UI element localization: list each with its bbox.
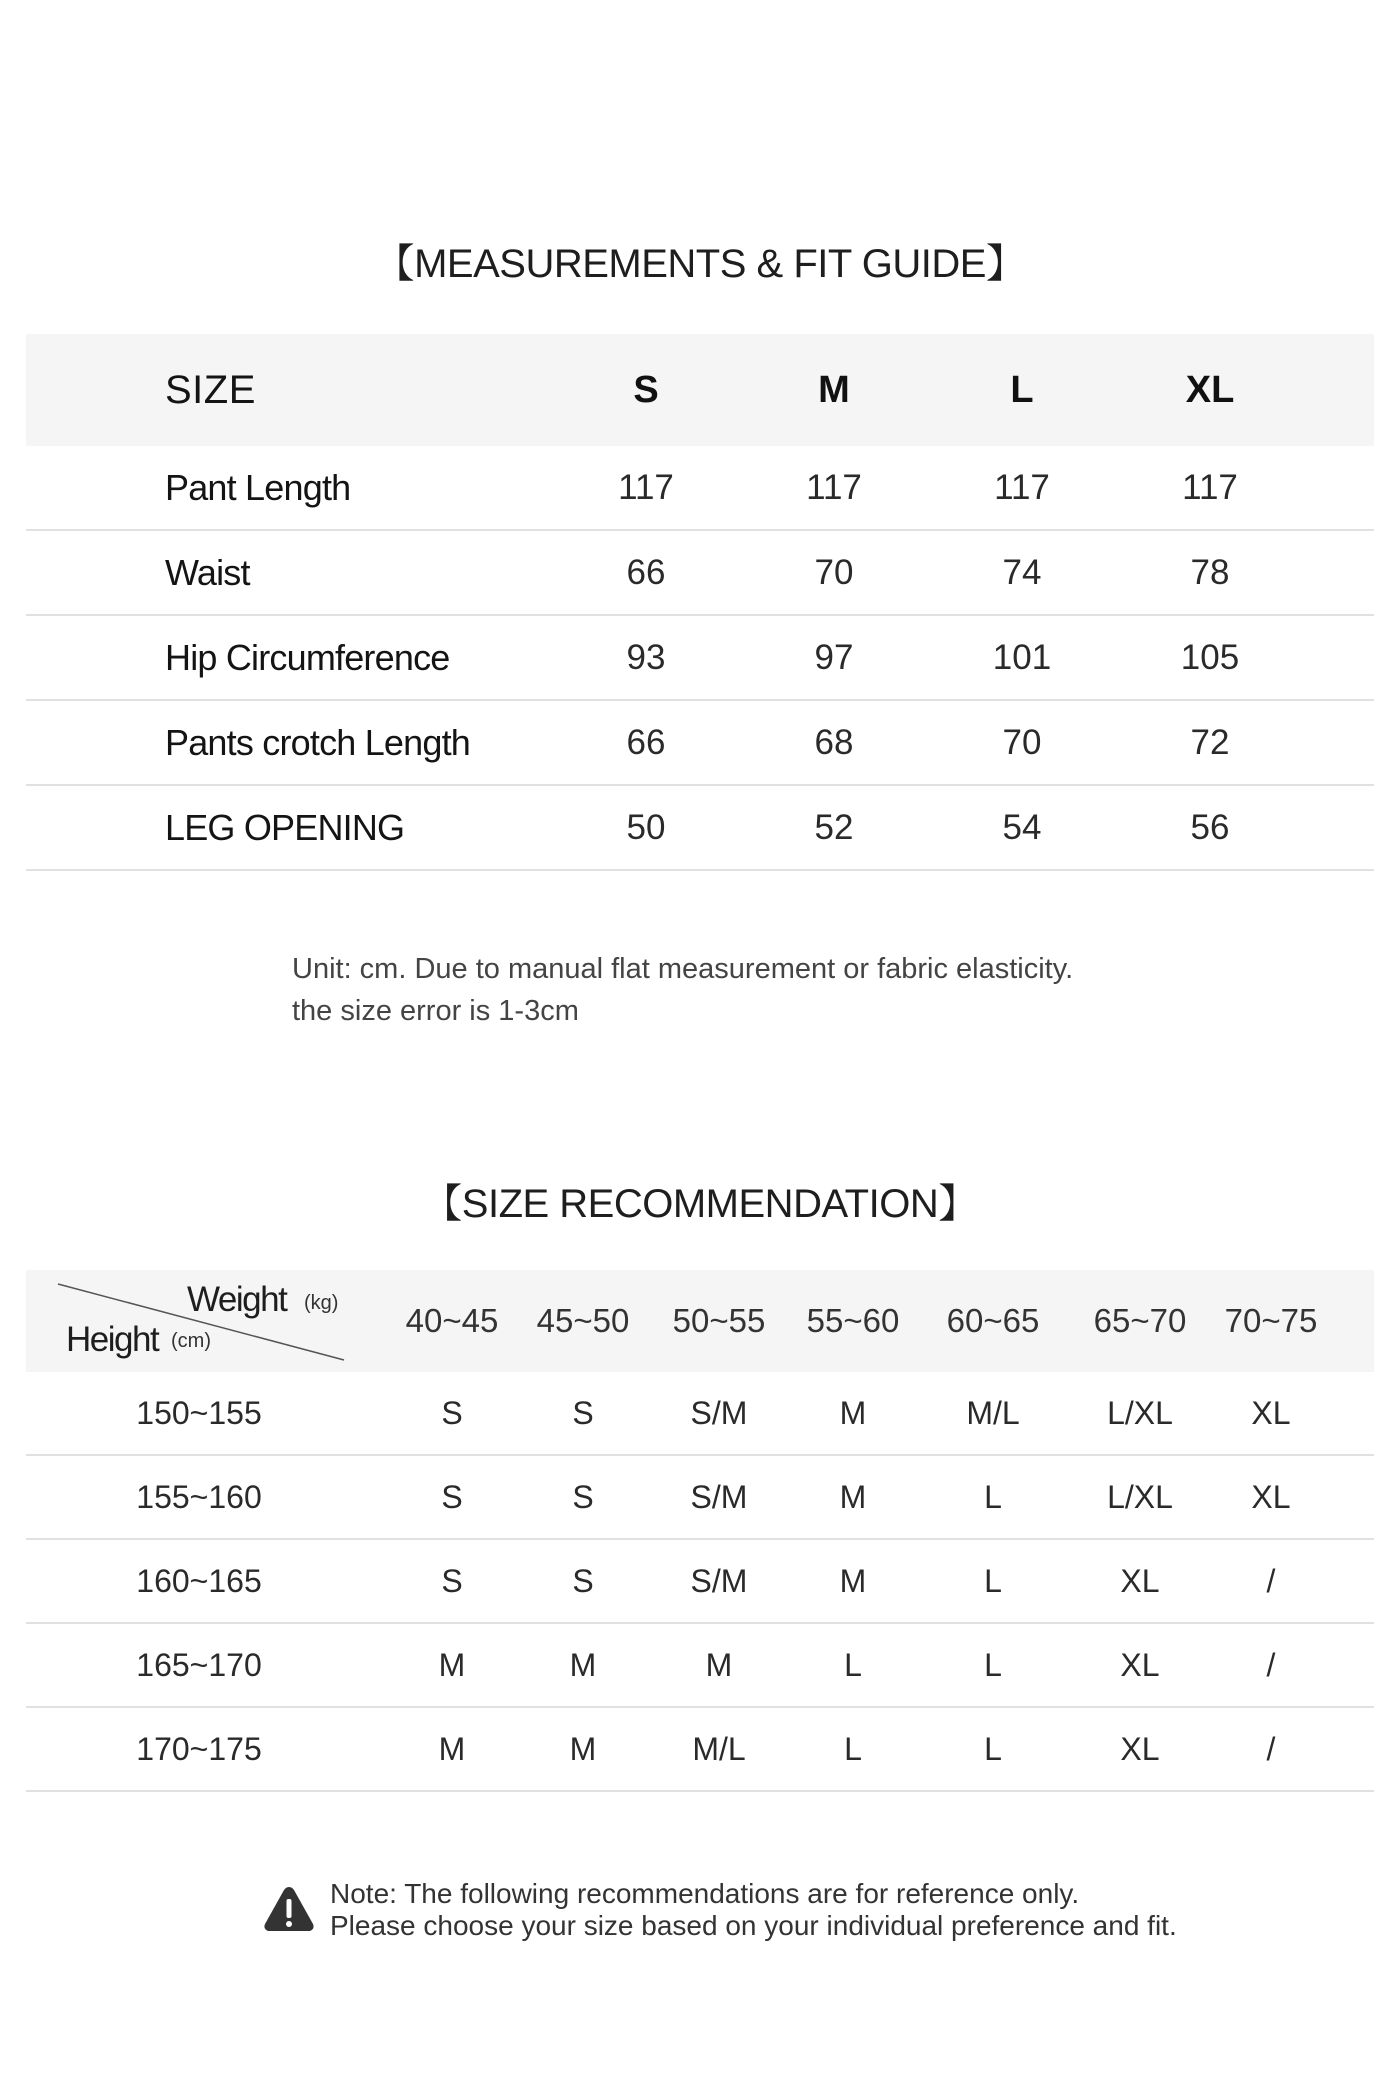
table-cell: S [441,1562,463,1599]
table-cell: L [984,1730,1002,1767]
table-cell: 101 [992,637,1052,677]
weight-range-header: 70~75 [1224,1302,1318,1339]
height-range: 155~160 [136,1478,262,1515]
weight-range-header: 45~50 [536,1302,630,1339]
recommendation-header-row [26,1270,1374,1372]
table-cell: M [839,1394,867,1431]
weight-range-header: 55~60 [806,1302,900,1339]
table-cell: 117 [994,467,1050,507]
weight-range-header: 40~45 [405,1302,499,1339]
table-row [26,1708,1374,1792]
table-cell: 70 [1002,722,1042,762]
table-cell: S/M [690,1562,748,1599]
recommendation-title: 【SIZE RECOMMENDATION】 [422,1182,978,1226]
table-cell: M/L [692,1730,746,1767]
table-cell: S [572,1562,594,1599]
table-cell: 97 [814,637,854,677]
reference-note-line: Please choose your size based on your individual preference and fit. [330,1910,1177,1941]
table-row [26,1540,1374,1624]
table-cell: M/L [966,1394,1020,1431]
table-cell: S [441,1394,463,1431]
table-cell: 56 [1190,807,1230,847]
table-cell: 70 [814,552,854,592]
table-cell: / [1266,1730,1276,1767]
table-cell: 50 [626,807,666,847]
table-cell: M [438,1646,466,1683]
table-cell: 117 [1182,467,1238,507]
table-cell: XL [1120,1646,1160,1683]
table-row [26,531,1374,616]
unit-note-line: the size error is 1-3cm [292,995,579,1027]
unit-note [292,948,1073,1032]
table-cell: 117 [806,467,862,507]
table-cell: 74 [1002,552,1042,592]
warning-icon [262,1884,316,1934]
table-row [26,1456,1374,1540]
table-cell: S [572,1394,594,1431]
recommendation-table [26,1270,1374,1792]
table-cell: XL [1120,1730,1160,1767]
size-header-m: M [818,368,850,411]
height-range: 170~175 [136,1730,262,1767]
table-cell: L/XL [1107,1478,1173,1515]
table-cell: S [441,1478,463,1515]
table-cell: L [984,1478,1002,1515]
unit-note-line: Unit: cm. Due to manual flat measurement or fabric elasticity. [292,953,1074,985]
row-label: LEG OPENING [165,806,405,848]
table-cell: M [705,1646,733,1683]
row-label: Pants crotch Length [165,721,471,763]
size-header-xl: XL [1185,368,1235,411]
height-range: 165~170 [136,1646,262,1683]
table-cell: L [844,1730,862,1767]
table-cell: 66 [626,552,666,592]
row-label: Waist [165,551,250,593]
table-cell: / [1266,1646,1276,1683]
row-label: Pant Length [165,466,351,508]
measurements-title: 【MEASUREMENTS & FIT GUIDE】 [374,242,1026,286]
table-row [26,1624,1374,1708]
measurements-table [26,334,1374,871]
table-cell: L [984,1562,1002,1599]
table-cell: 72 [1190,722,1230,762]
table-cell: 78 [1190,552,1230,592]
table-row [26,446,1374,531]
reference-note-line: Note: The following recommendations are for reference only. [330,1878,1080,1909]
table-row [26,786,1374,871]
table-cell: M [569,1730,597,1767]
reference-note [330,1878,1177,1942]
table-cell: 52 [814,807,854,847]
table-cell: L/XL [1107,1394,1173,1431]
diagonal-header-cell [26,1270,372,1372]
table-cell: 66 [626,722,666,762]
table-cell: / [1266,1562,1276,1599]
weight-unit: (kg) [304,1292,339,1314]
table-cell: XL [1120,1562,1160,1599]
table-cell: 117 [618,467,674,507]
measurements-header-row [26,334,1374,446]
table-cell: M [839,1478,867,1515]
height-label: Height [66,1320,159,1359]
weight-range-header: 65~70 [1093,1302,1187,1339]
size-header-s: S [633,368,659,411]
table-cell: 54 [1002,807,1042,847]
table-row [26,701,1374,786]
table-cell: S [572,1478,594,1515]
table-cell: 93 [626,637,666,677]
table-cell: M [438,1730,466,1767]
row-label: Hip Circumference [165,636,450,678]
table-cell: 105 [1180,637,1240,677]
table-row [26,1372,1374,1456]
table-cell: S/M [690,1394,748,1431]
table-cell: XL [1251,1394,1291,1431]
table-cell: L [984,1646,1002,1683]
table-cell: 68 [814,722,854,762]
weight-label: Weight [187,1280,287,1319]
table-cell: M [839,1562,867,1599]
size-header-l: L [1010,368,1034,411]
table-cell: XL [1251,1478,1291,1515]
table-cell: L [844,1646,862,1683]
table-cell: M [569,1646,597,1683]
size-header-label: SIZE [165,367,256,412]
table-cell: S/M [690,1478,748,1515]
table-row [26,616,1374,701]
height-range: 160~165 [136,1562,262,1599]
weight-range-header: 50~55 [672,1302,766,1339]
weight-range-header: 60~65 [946,1302,1040,1339]
height-range: 150~155 [136,1394,262,1431]
height-unit: (cm) [171,1330,211,1352]
